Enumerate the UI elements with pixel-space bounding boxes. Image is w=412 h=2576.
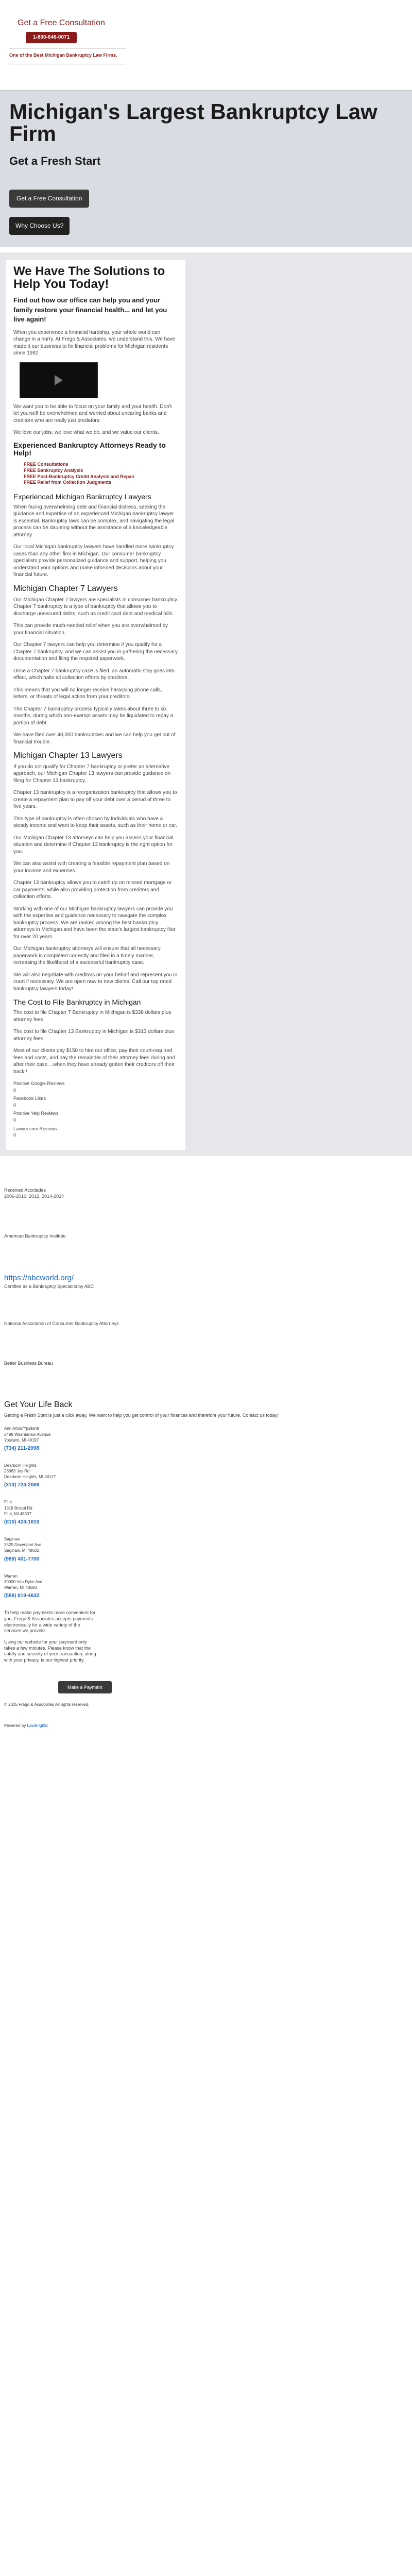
why-choose-us-button[interactable]: Why Choose Us?: [9, 217, 70, 235]
footer-tagline: Getting a Fresh Start is just a click away. We want to help you get control of your finances and therefore your future. Contact us today!: [4, 1412, 279, 1418]
header-tagline: One of the Best Michigan Bankruptcy Law Firms.: [9, 53, 117, 58]
powered-by: [4, 1723, 412, 1728]
chapter13-p3: This type of bankruptcy is often chosen by individuals who have a steady income and want to keep their assets, such as their home or car.: [13, 816, 177, 829]
awards: [0, 1156, 412, 1240]
review-stat: [13, 1095, 178, 1108]
chapter13-p2: Chapter 13 bankruptcy is a reorganization bankruptcy that allows you to create a repayment plan to pay off your debt over a period of three to five years.: [13, 790, 177, 810]
chapter13-p7: Working with one of our Michigan bankruptcy lawyers can provide you with the expertise and guidance necessary to navigate the complex bankruptcy process. We are ranked among the best bankruptcy attorneys in Michigan and have been the state's largest bankruptcy filer for over 20 years.: [13, 906, 176, 940]
office-name: Saginaw: [4, 1537, 20, 1542]
review-value: 0: [13, 1102, 16, 1108]
office-name: Ann Arbor/Ypsilanti: [4, 1426, 39, 1431]
hero: [0, 90, 412, 247]
review-label: Facebook Likes: [13, 1096, 46, 1101]
review-value: 0: [13, 1117, 16, 1123]
office-item: [4, 1426, 408, 1452]
chapter7-heading: Michigan Chapter 7 Lawyers: [13, 584, 118, 593]
chapter13-p5: We can also assist with creating a feasible repayment plan based on your income and expenses.: [13, 861, 170, 874]
phone-button[interactable]: 1-800-646-0071: [26, 32, 77, 43]
hero-subtitle: Get a Fresh Start: [9, 154, 101, 167]
office-address1: 2498 Washtenaw Avenue: [4, 1432, 51, 1437]
consult-title: Get a Free Consultation: [18, 19, 105, 27]
chapter7-p5: This means that you will no longer receive harassing phone calls, letters, or threats of legal action from your creditors.: [13, 687, 162, 700]
chapter13-p9: We will also negotiate with creditors on your behalf and represent you in court if necessary. We are open now to new clients. Call our top rated bankruptcy lawyers today!: [13, 972, 178, 992]
experienced-heading: Experienced Bankruptcy Attorneys Ready to Help!: [13, 440, 166, 457]
header-divider: [9, 48, 126, 49]
cost-p1: The cost to file Chapter 7 Bankruptcy in Michigan is $338 dollars plus attorney fees.: [13, 1010, 171, 1023]
review-label: Positive Google Reviews: [13, 1081, 65, 1087]
chapter13-p6: Chapter 13 bankruptcy allows you to catch up on missed mortgage or car payments, while also providing protection from creditors and collection efforts.: [13, 880, 172, 900]
payment-note: To help make payments more convenient for you, Frego & Associates accepts payments electronically for a wide variety of the services we provide.: [4, 1610, 96, 1634]
bbb-award: Better Business Bureau: [4, 1360, 53, 1366]
services-list: [24, 462, 178, 486]
chapter7-p4: Once a Chapter 7 bankruptcy case is filed, an automatic stay goes into effect, which halts all collection efforts by creditors.: [13, 668, 175, 681]
office-address2: Dearborn Heights, MI 48127: [4, 1475, 56, 1480]
office-address1: 30000 Van Dyke Ave.: [4, 1579, 44, 1584]
office-item: [4, 1573, 408, 1600]
office-phone[interactable]: (586) 619-4632: [4, 1593, 40, 1599]
review-label: Lawyer.com Reviews: [13, 1126, 57, 1131]
chapter7-p7: We have filed over 40,000 bankruptcies and we can help you get out of financial trouble.: [13, 732, 176, 745]
footer-section: [0, 1399, 412, 1693]
cost-heading: The Cost to File Bankruptcy in Michigan: [13, 998, 141, 1007]
award-item: [4, 1233, 408, 1240]
office-item: [4, 1536, 408, 1563]
cost-p3: Most of our clients pay $150 to hire our office, pay their court-required fees and costs, and pay the remainder of their attorney fees during and after their case ...when they have already gotten their creditors off their back!!: [13, 1048, 176, 1075]
make-payment-button[interactable]: Make a Payment: [58, 1681, 112, 1694]
intro-video[interactable]: [20, 362, 98, 398]
powered-link[interactable]: LawBrightic: [27, 1723, 48, 1728]
award-title: Received Accolades: [4, 1187, 46, 1193]
chapter7-p6: The Chapter 7 bankruptcy process typically takes about three to six months, during which non-exempt assets may be liquidated to repay a portion of debt.: [13, 706, 174, 726]
office-phone[interactable]: (734) 211-2098: [4, 1445, 39, 1451]
review-stat: [13, 1126, 178, 1139]
office-address2: Ypsilanti, MI 48197: [4, 1437, 39, 1443]
content-card: [6, 260, 185, 1150]
content-wrap: [0, 252, 412, 1156]
hero-title: Michigan's Largest Bankruptcy Law Firm: [9, 99, 377, 146]
intro-p3: We love our jobs, we love what we do, and we value our clients.: [13, 430, 159, 436]
chapter7-p3: Our Chapter 7 lawyers can help you determine if you qualify for a Chapter 7 bankruptcy, and we can assist you in gathering the necessary documentation and filing the required paperwork.: [13, 642, 178, 662]
footer-heading: Get Your Life Back: [4, 1400, 73, 1410]
payment-note-2: Using our website for your payment only takes a few minutes. Please know that the safety and security of your transaction, along with your privacy, is our highest priority.: [4, 1639, 96, 1663]
intro-heading: We Have The Solutions to Help You Today!: [13, 264, 165, 292]
office-address2: Warren, MI 48093: [4, 1585, 37, 1590]
office-address2: Saginaw, MI 48602: [4, 1548, 40, 1553]
service-item: FREE Relief from Collection Judgments: [24, 480, 112, 485]
review-stat: [13, 1110, 178, 1123]
service-item: FREE Bankruptcy Analysis: [24, 468, 83, 473]
chapter7-p1: Our Michigan Chapter 7 lawyers are specialists in consumer bankruptcy. Chapter 7 bankruptcy is a type of bankruptcy that allows you to discharge unsecured debts, such as credit card debt and medical bills.: [13, 597, 178, 617]
review-label: Positive Yelp Reviews: [13, 1111, 59, 1116]
intro-subheading: Find out how our office can help you and your family restore your financial health... and let you live again!: [13, 296, 167, 323]
office-address2: Flint, MI 48507: [4, 1511, 31, 1516]
office-name: Warren: [4, 1573, 18, 1579]
review-stat: [13, 1080, 178, 1093]
service-item: FREE Post-Bankruptcy Credit Analysis and Repair: [24, 473, 135, 479]
free-consultation-button[interactable]: Get a Free Consultation: [9, 190, 89, 208]
powered-prefix: Powered by: [4, 1723, 26, 1728]
award-item: [4, 1187, 408, 1200]
experienced-lawyers-heading: Experienced Michigan Bankruptcy Lawyers: [13, 493, 151, 501]
abc-sub: Certified as a Bankruptcy Specialist by ABC: [4, 1283, 94, 1289]
experienced-lawyers-p2: Our local Michigan bankruptcy lawyers have handled more bankruptcy cases than any other firm in Michigan. Our consumer bankruptcy specialists provide personalized guidance and support, helping you understand your options and make informed decisions about your financial future.: [13, 544, 174, 578]
award-title: American Bankruptcy Institute: [4, 1233, 66, 1239]
award-years: 2006-2010, 2012, 2014-2024: [4, 1194, 64, 1199]
chapter13-p8: Our Michigan bankruptcy attorneys will ensure that all necessary paperwork is completed correctly and filed in a timely manner, increasing the likelihood of a successful bankruptcy case.: [13, 946, 161, 966]
office-address1: 23863 Joy Rd: [4, 1469, 30, 1474]
office-address1: 1318 Bristol Rd: [4, 1505, 32, 1511]
intro-p1: When you experience a financial hardship, your whole world can change in a hurry. At Frego & Associates, we understand this. We have made it our business to fix financial problems for Michigan residents since 1992.: [13, 329, 176, 357]
site-header: [0, 0, 412, 70]
chapter13-heading: Michigan Chapter 13 Lawyers: [13, 751, 123, 760]
play-icon: [55, 375, 63, 385]
office-phone[interactable]: (989) 401-7700: [4, 1556, 40, 1562]
office-item: [4, 1463, 408, 1489]
abc-link[interactable]: https://abcworld.org/: [4, 1273, 74, 1282]
office-name: Flint: [4, 1500, 12, 1505]
office-item: [4, 1499, 408, 1526]
cost-p2: The cost to file Chapter 13 Bankruptcy in Michigan is $313 dollars plus attorney fees.: [13, 1029, 174, 1042]
experienced-lawyers-p1: When facing overwhelming debt and financial distress, seeking the guidance and expertise of an experienced Michigan bankruptcy lawyer is essential. Bankruptcy laws can be complex, and navigating the legal process can be daunting without the assistance of a knowledgeable attorney.: [13, 504, 174, 538]
office-phone[interactable]: (313) 724-2088: [4, 1482, 40, 1488]
chapter13-p4: Our Michigan Chapter 13 attorneys can help you assess your financial situation and determine if Chapter 13 bankruptcy is the right option for you.: [13, 835, 174, 855]
office-phone[interactable]: (810) 424-1810: [4, 1519, 40, 1526]
review-value: 0: [13, 1087, 16, 1093]
review-value: 0: [13, 1132, 16, 1138]
intro-p2: We want you to be able to focus on your family and your health. Don't let yourself be overwhelmed and worried about uncaring banks and creditors who are really just predators.: [13, 403, 172, 423]
service-item: FREE Consultations: [24, 462, 68, 467]
office-name: Dearborn Heights: [4, 1463, 37, 1468]
chapter7-p2: This can provide much-needed relief when you are overwhelmed by your financial situation.: [13, 623, 168, 636]
chapter13-p1: If you do not qualify for Chapter 7 bankruptcy or prefer an alternative approach, our Michigan Chapter 13 lawyers can provide guidance on filing for Chapter 13 bankruptcy.: [13, 764, 171, 784]
copyright: © 2025 Frego & Associates All rights reserved.: [4, 1702, 90, 1707]
nacba-award: National Association of Consumer Bankruptcy Attorneys: [4, 1321, 119, 1327]
office-address1: 3525 Davenport Ave.: [4, 1543, 43, 1548]
